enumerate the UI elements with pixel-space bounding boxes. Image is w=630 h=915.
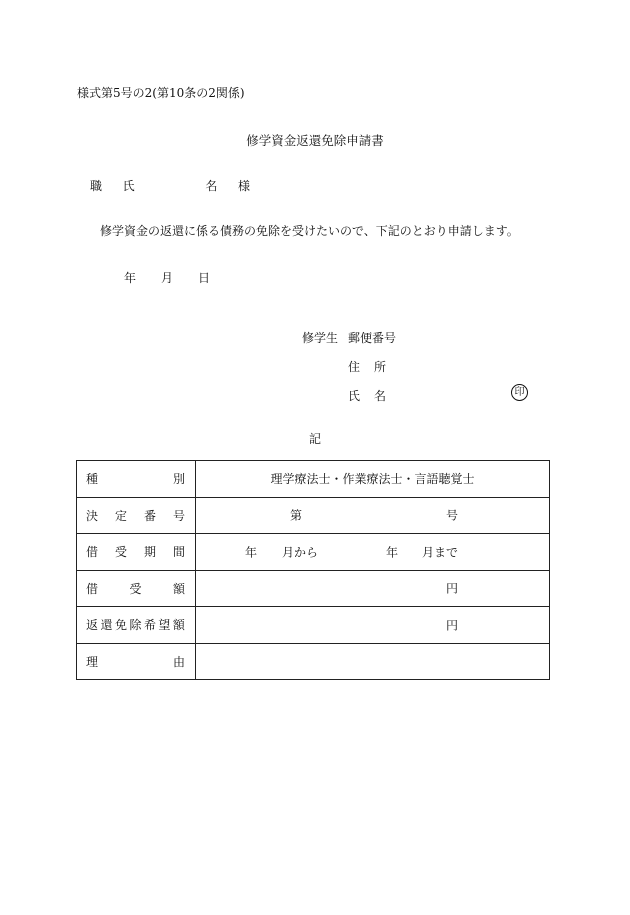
value-part: 年 [245,545,258,560]
date-line [124,269,210,286]
applicant-label: 修学生 [302,331,339,345]
row-label-type [77,461,196,498]
name-char: 名 [373,389,386,403]
row-label-loan-period [77,534,196,571]
row-value-loan-amount [196,570,550,607]
table-row [77,497,550,534]
label-char: 定 [114,508,127,523]
label-char: 別 [172,472,185,487]
address-label [348,358,386,375]
row-value-reason [196,643,550,680]
row-label-exemption-amount [77,607,196,644]
label-char: 間 [172,545,185,560]
addressee-char: 氏 [122,179,135,193]
row-label-reason [77,643,196,680]
row-value-loan-period [196,534,550,571]
label-char: 返 [86,618,99,633]
value-part: 第 [290,508,303,523]
table-row [77,461,550,498]
label-char: 除 [129,618,142,633]
date-year: 年 [124,271,137,285]
label-char: 決 [86,508,99,523]
addressee-line [90,177,250,194]
label-char: 額 [172,618,185,633]
table-row [77,607,550,644]
addressee-char: 様 [237,179,250,193]
address-char: 所 [373,360,386,374]
value-part: 円 [446,581,459,596]
postal-code-label: 郵便番号 [348,331,397,345]
label-char: 号 [172,508,185,523]
document-title: 修学資金返還免除申請書 [246,133,384,148]
ki-heading: 記 [308,432,321,446]
label-char: 理 [86,654,99,669]
value-part: 号 [446,508,459,523]
label-char: 受 [114,545,127,560]
row-label-loan-amount [77,570,196,607]
label-char: 還 [100,618,113,633]
row-value-exemption-amount [196,607,550,644]
label-char: 番 [143,508,156,523]
label-char: 額 [172,581,185,596]
row-label-decision-number [77,497,196,534]
table-row [77,643,550,680]
label-char: 借 [86,581,99,596]
value-part: 月から [282,545,319,560]
seal-mark: 印 [511,384,528,401]
label-char: 望 [158,618,171,633]
addressee-char: 名 [205,179,218,193]
date-month: 月 [160,271,173,285]
label-char: 借 [86,545,99,560]
value-part: 年 [386,545,399,560]
label-char: 免 [114,618,127,633]
label-char: 受 [129,581,142,596]
row-value-type: 理学療法士・作業療法士・言語聴覚士 [196,461,550,498]
date-day: 日 [197,271,210,285]
table-row [77,570,550,607]
name-char: 氏 [348,389,361,403]
value-part: 円 [446,618,459,633]
address-char: 住 [348,360,361,374]
value-part: 月まで [422,545,459,560]
table-row [77,534,550,571]
label-char: 種 [86,472,99,487]
label-char: 期 [143,545,156,560]
application-table [76,460,550,680]
label-char: 希 [143,618,156,633]
application-statement: 修学資金の返還に係る債務の免除を受けたいので、下記のとおり申請します。 [100,224,519,238]
row-value-decision-number [196,497,550,534]
form-number: 様式第5号の2(第10条の2関係) [77,86,245,100]
label-char: 由 [172,654,185,669]
addressee-char: 職 [90,179,103,193]
name-label [348,387,386,404]
